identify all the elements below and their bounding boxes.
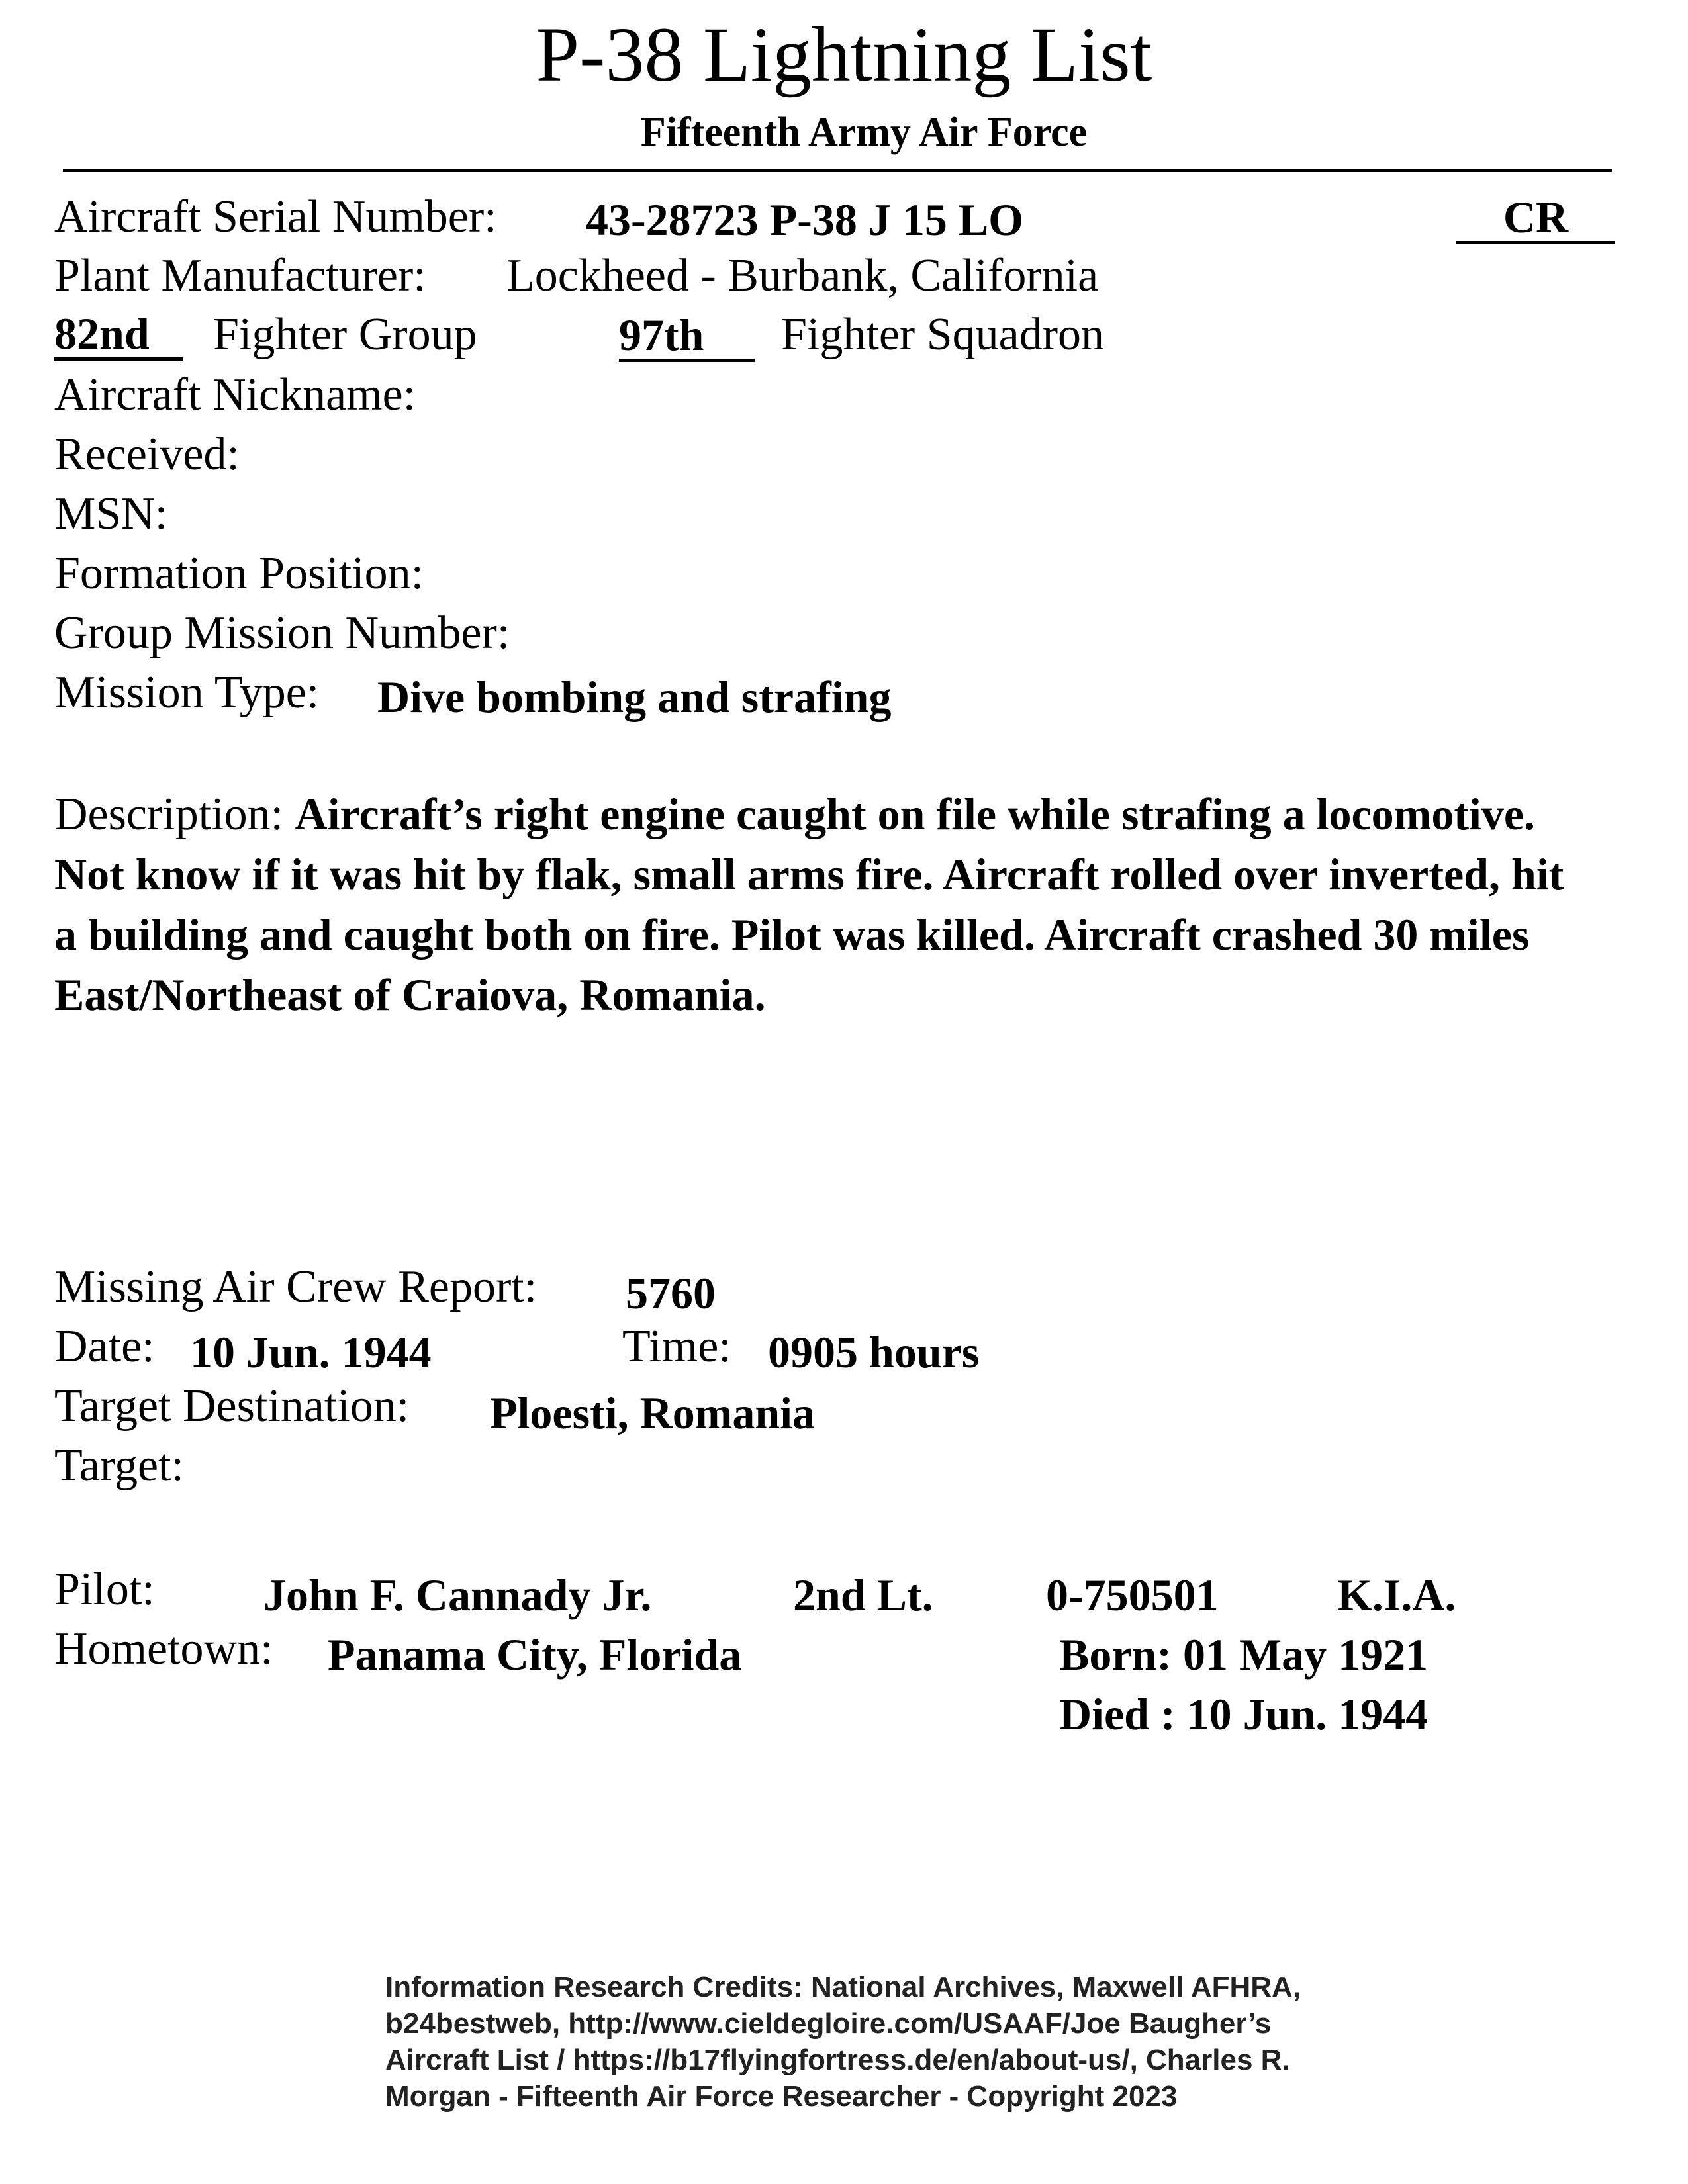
hometown-label: Hometown: <box>54 1623 273 1674</box>
serial-number-value: 43-28723 P-38 J 15 LO <box>586 195 1024 245</box>
msn-label: MSN: <box>54 488 168 539</box>
status-code: CR <box>1456 193 1615 244</box>
page-title: P-38 Lightning List <box>536 11 1152 98</box>
page-subtitle: Fifteenth Army Air Force <box>640 110 1088 155</box>
pilot-died: Died : 10 Jun. 1944 <box>1059 1689 1429 1739</box>
research-credits <box>385 1969 1418 2115</box>
fighter-group-label: Fighter Group <box>213 309 477 360</box>
mission-type-label: Mission Type: <box>54 667 320 718</box>
credits-line-3: Aircraft List / https://b17flyingfortress.de/en/about-us/, Charles R. <box>385 2044 1290 2076</box>
macr-value: 5760 <box>626 1268 716 1318</box>
group-mission-number-label: Group Mission Number: <box>54 608 510 659</box>
pilot-born: Born: 01 May 1921 <box>1059 1629 1429 1680</box>
description-block <box>54 784 1590 1025</box>
fighter-squadron-number: 97th <box>619 311 755 362</box>
pilot-status: K.I.A. <box>1337 1570 1456 1620</box>
serial-number-label: Aircraft Serial Number: <box>54 191 497 242</box>
time-value: 0905 hours <box>768 1327 980 1377</box>
target-label: Target: <box>54 1440 184 1491</box>
fighter-group-number: 82nd <box>54 310 183 361</box>
plant-manufacturer-value: Lockheed - Burbank, California <box>506 250 1099 301</box>
macr-label: Missing Air Crew Report: <box>54 1261 538 1312</box>
target-destination-label: Target Destination: <box>54 1381 410 1432</box>
formation-position-label: Formation Position: <box>54 548 424 599</box>
description-text: Aircraft’s right engine caught on file while strafing a locomotive. Not know if it was hit by flak, small arms fire. Aircraft rolled over inverted, hit a building and caught both on fire. Pilot was killed. Aircraft crashed 30 miles East/Northeast of Craiova, Romania. <box>54 789 1564 1020</box>
header-divider <box>63 169 1612 172</box>
time-label: Time: <box>622 1321 731 1372</box>
credits-line-4: Morgan - Fifteenth Air Force Researcher - Copyright 2023 <box>385 2080 1178 2113</box>
fighter-squadron-label: Fighter Squadron <box>781 309 1105 360</box>
received-label: Received: <box>54 429 240 480</box>
pilot-label: Pilot: <box>54 1564 155 1615</box>
hometown-value: Panama City, Florida <box>328 1629 742 1680</box>
pilot-serial: 0-750501 <box>1046 1570 1219 1620</box>
pilot-rank: 2nd Lt. <box>793 1570 933 1620</box>
pilot-name: John F. Cannady Jr. <box>263 1570 652 1620</box>
mission-type-value: Dive bombing and strafing <box>377 672 892 722</box>
date-label: Date: <box>54 1321 155 1372</box>
credits-line-2: b24bestweb, http://www.cieldegloire.com/USAAF/Joe Baugher’s <box>385 2007 1272 2040</box>
credits-line-1: Information Research Credits: National Archives, Maxwell AFHRA, <box>385 1971 1301 2003</box>
description-label: Description: <box>54 789 284 840</box>
plant-manufacturer-label: Plant Manufacturer: <box>54 250 426 301</box>
target-destination-value: Ploesti, Romania <box>490 1388 816 1438</box>
date-value: 10 Jun. 1944 <box>190 1327 432 1377</box>
nickname-label: Aircraft Nickname: <box>54 369 416 420</box>
